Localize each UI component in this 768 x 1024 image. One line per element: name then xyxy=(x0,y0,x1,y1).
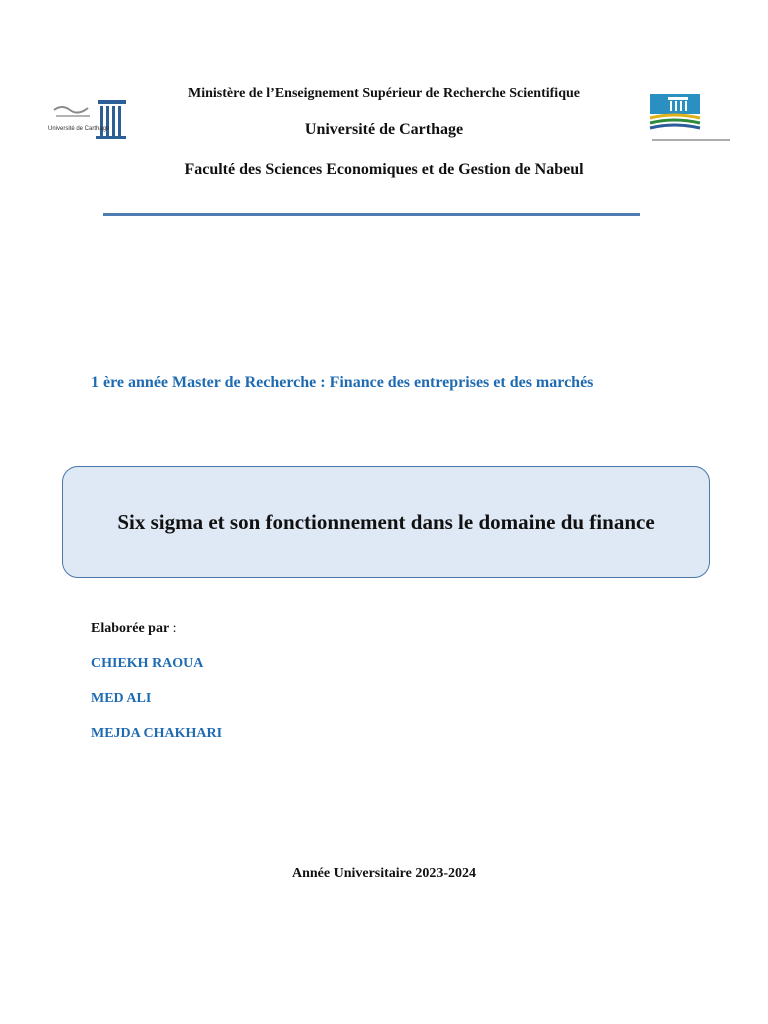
university-name: Université de Carthage xyxy=(304,121,464,138)
prepared-by-text: Elaborée par xyxy=(91,621,170,636)
ministry-name: Ministère de l’Enseignement Supérieur de Recherche Scientifique xyxy=(188,86,580,101)
prepared-by-label xyxy=(91,621,177,637)
faculty-name: Faculté des Sciences Economiques et de Gestion de Nabeul xyxy=(184,161,584,178)
document-title: Six sigma et son fonctionnement dans le domaine du finance xyxy=(117,509,655,534)
header-divider xyxy=(103,213,640,216)
left-logo-caption: Université de Carthage xyxy=(48,126,110,132)
title-box xyxy=(62,466,710,578)
prepared-by-colon: : xyxy=(169,621,177,636)
academic-year: Année Universitaire 2023-2024 xyxy=(291,866,477,881)
program-title: 1 ère année Master de Recherche : Finance des entreprises et des marchés xyxy=(91,374,594,391)
author-3: MEJDA CHAKHARI xyxy=(91,726,223,741)
author-2: MED ALI xyxy=(91,691,152,706)
author-1: CHIEKH RAOUA xyxy=(91,656,204,671)
